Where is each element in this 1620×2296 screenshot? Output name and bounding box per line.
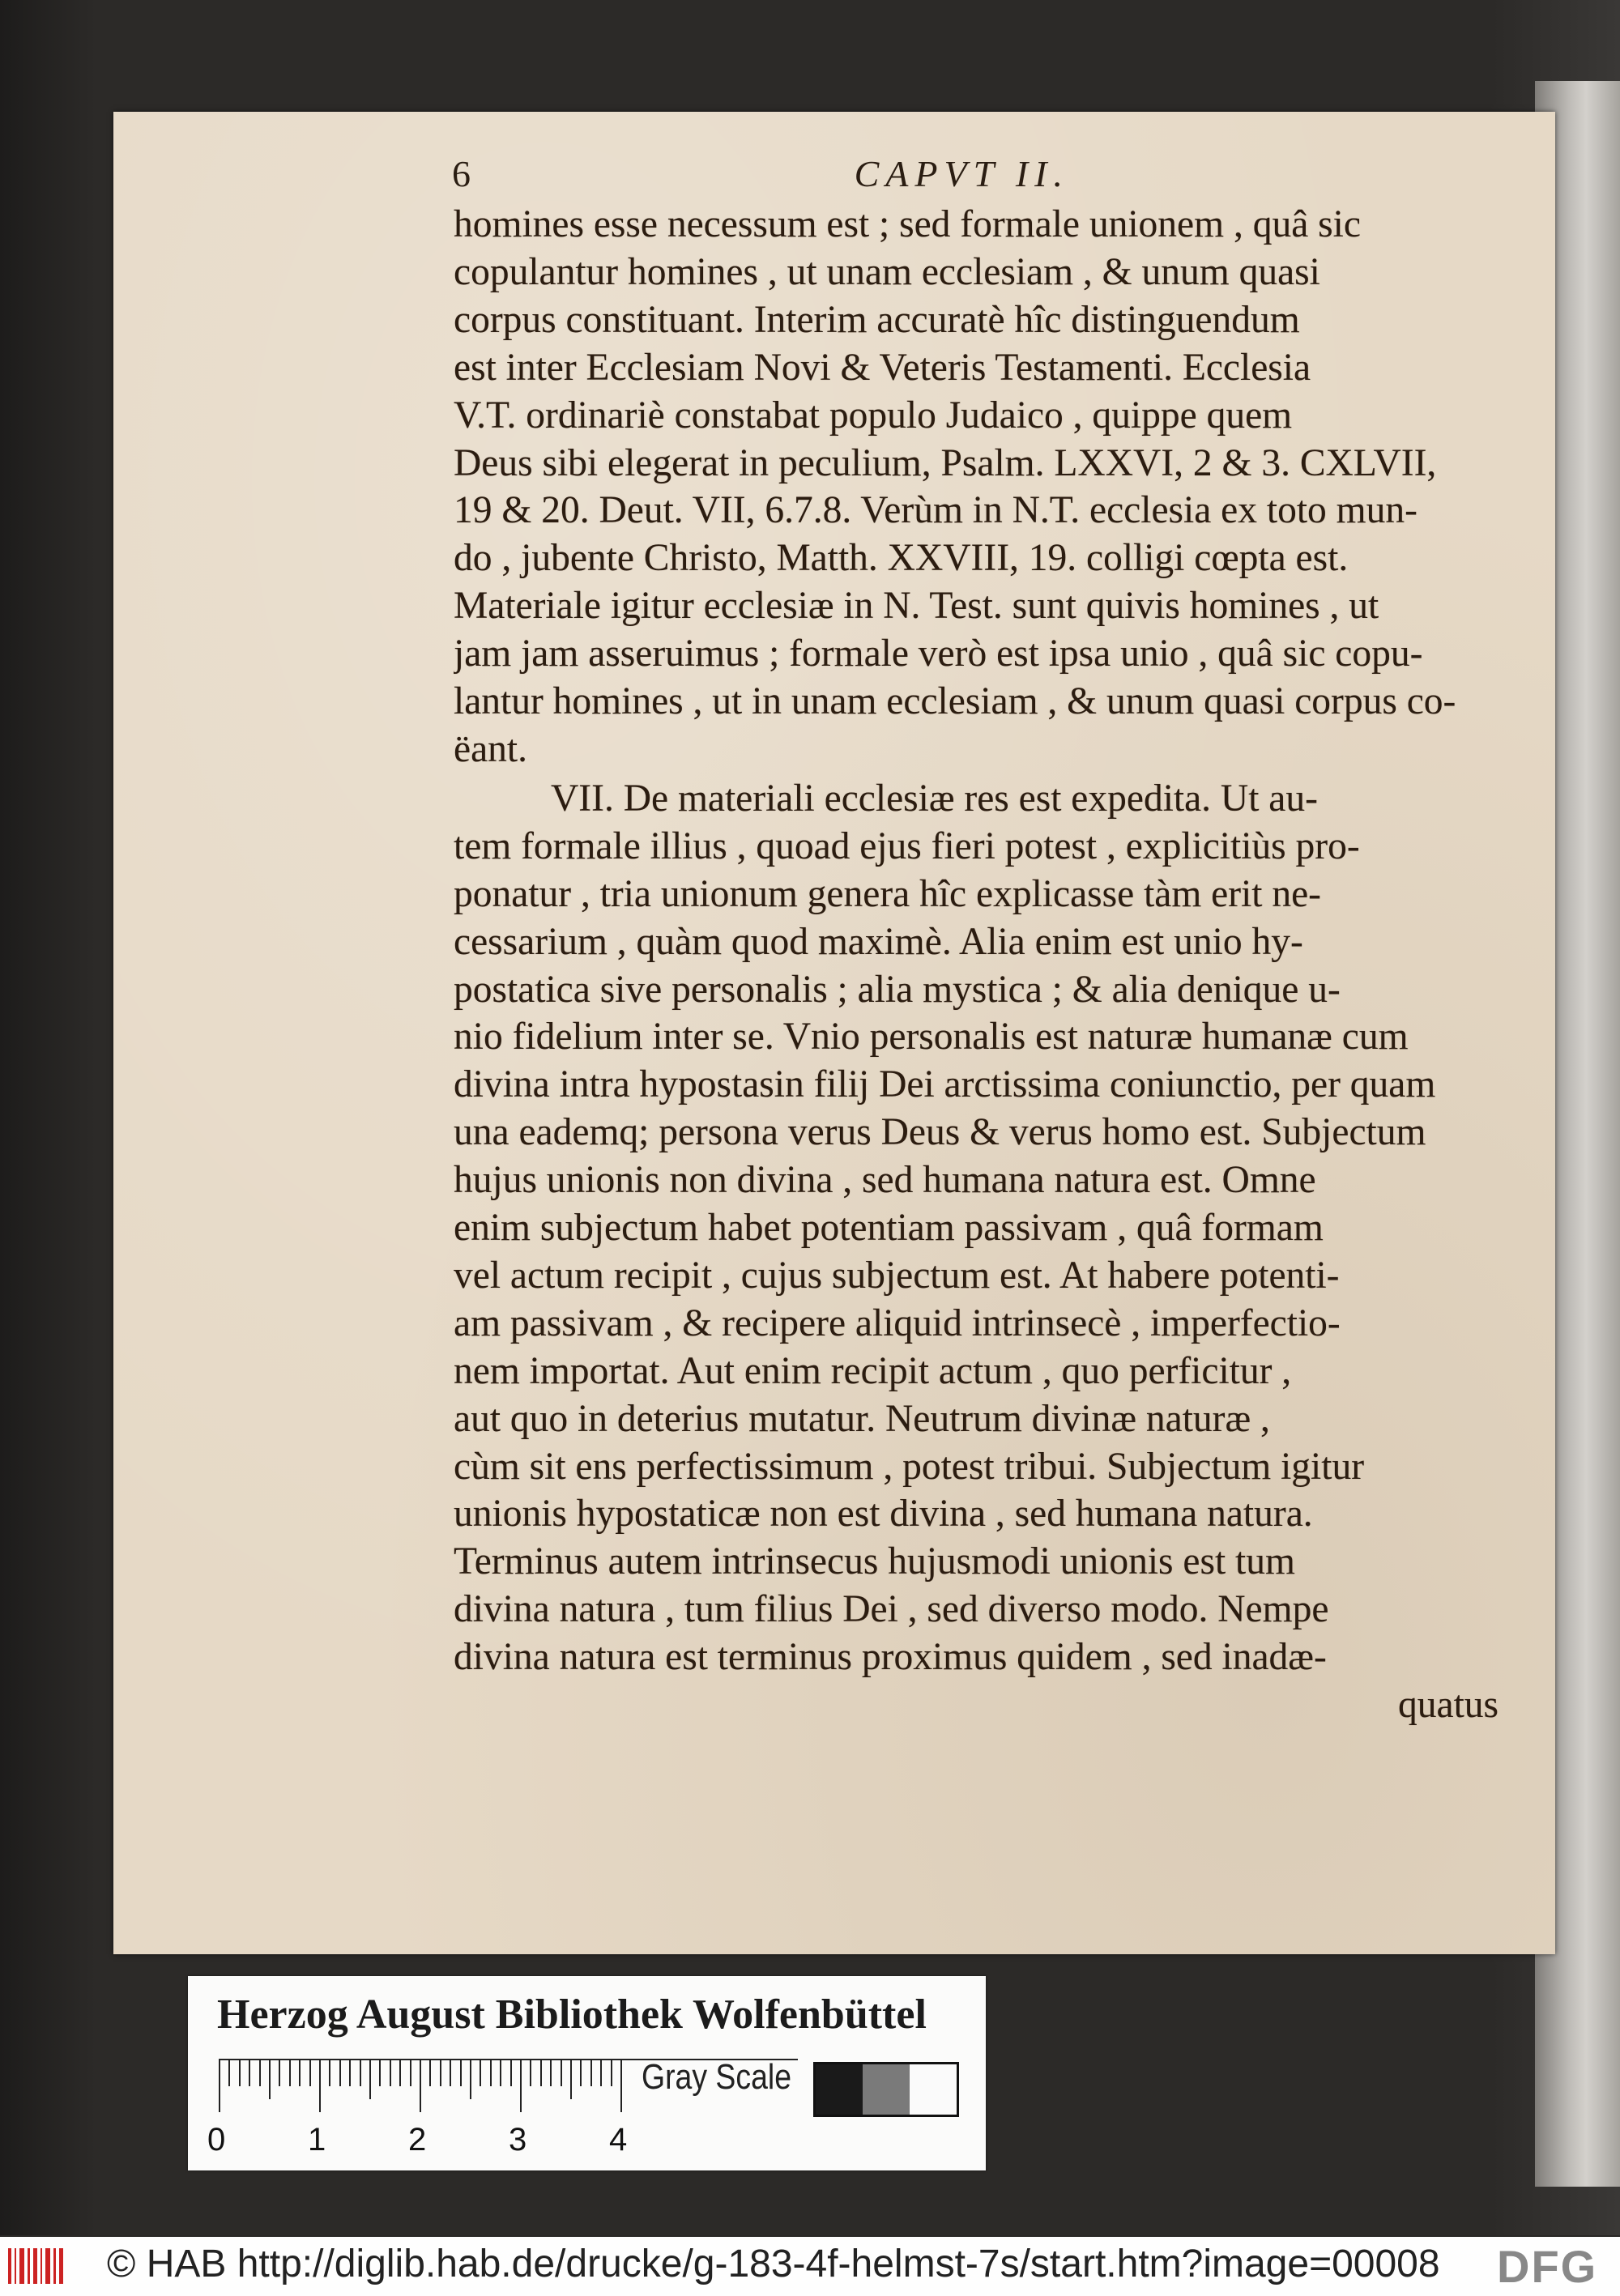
text-line: homines esse necessum est ; sed formale unionem , quâ sic	[454, 203, 1361, 245]
ruler-tick	[379, 2059, 381, 2086]
text-line: ponatur , tria unionum genera hîc explicasse tàm erit ne-	[454, 872, 1321, 915]
ruler-tick	[279, 2059, 280, 2086]
ruler-tick	[580, 2059, 582, 2086]
text-line: Materiale igitur ecclesiæ in N. Test. sunt quivis homines , ut	[454, 585, 1379, 628]
text-line: hujus unionis non divina , sed humana natura est. Omne	[454, 1159, 1316, 1202]
section-start-line: VII. De materiali ecclesiæ res est expedita. Ut au-	[551, 777, 1318, 820]
ruler-tick	[239, 2059, 241, 2086]
text-line: postatica sive personalis ; alia mystica ; & alia denique u-	[454, 968, 1341, 1011]
ruler-tick	[410, 2059, 411, 2086]
ruler-tick	[390, 2059, 391, 2086]
text-line: do , jubente Christo, Matth. XXVIII, 19. colligi cœpta est.	[454, 537, 1349, 580]
ruler-tick	[309, 2059, 311, 2086]
ruler-tick	[269, 2059, 271, 2099]
ruler-tick	[570, 2059, 572, 2099]
ruler-tick	[420, 2059, 421, 2112]
page-text-area	[454, 152, 1498, 1729]
ruler-tick	[228, 2059, 230, 2086]
copyright-url[interactable]: © HAB http://diglib.hab.de/drucke/g-183-4f-helmst-7s/start.htm?image=00008	[107, 2243, 1440, 2285]
text-line: una eademq; persona verus Deus & verus homo est. Subjectum	[454, 1111, 1426, 1154]
paragraph-2	[454, 775, 1498, 1729]
text-line: jam jam asseruimus ; formale verò est ipsa unio , quâ sic copu-	[454, 633, 1423, 675]
text-line: vel actum recipit , cujus subjectum est. At habere potenti-	[454, 1254, 1340, 1297]
ruler-tick	[219, 2059, 220, 2112]
text-line: est inter Ecclesiam Novi & Veteris Testamenti. Ecclesia	[454, 346, 1311, 389]
folio-number: 6	[452, 153, 471, 194]
text-line: divina natura est terminus proximus quidem , sed inadæ-	[454, 1636, 1327, 1679]
ruler-number: 2	[408, 2122, 427, 2158]
ruler-number: 1	[308, 2122, 326, 2158]
ruler-numbers	[207, 2122, 823, 2162]
barcode-icon	[6, 2245, 70, 2287]
text-line: tem formale illius , quoad ejus fieri potest , explicitiùs pro-	[454, 824, 1360, 867]
ruler-tick	[289, 2059, 291, 2086]
gray-scale-label: Gray Scale	[642, 2057, 791, 2097]
ruler-tick	[440, 2059, 441, 2086]
ruler-tick	[620, 2059, 622, 2112]
ruler-tick	[490, 2059, 492, 2086]
ruler-tick	[510, 2059, 512, 2086]
ruler-tick	[259, 2059, 261, 2086]
gray-swatch-mid	[863, 2064, 910, 2115]
ruler-tick	[600, 2059, 602, 2086]
text-line: unionis hypostaticæ non est divina , sed humana natura.	[454, 1493, 1313, 1536]
text-line: nem importat. Aut enim recipit actum , quo perficitur ,	[454, 1349, 1292, 1392]
ruler-tick	[299, 2059, 301, 2086]
library-name: Herzog August Bibliothek Wolfenbüttel	[217, 1991, 927, 2038]
ruler-tick	[561, 2059, 562, 2086]
text-line: Deus sibi elegerat in peculium, Psalm. LXXVI, 2 & 3. CXLVII,	[454, 441, 1437, 484]
ruler-tick	[339, 2059, 341, 2086]
text-line: ëant.	[454, 727, 527, 770]
paragraph-1	[454, 201, 1498, 773]
text-line: V.T. ordinariè constabat populo Judaico , quippe quem	[454, 394, 1293, 437]
text-line: enim subjectum habet potentiam passivam , quâ formam	[454, 1207, 1324, 1250]
catchword: quatus	[1397, 1684, 1498, 1727]
text-line: cùm sit ens perfectissimum , potest tribui. Subjectum igitur	[454, 1445, 1365, 1488]
ruler-tick	[460, 2059, 462, 2086]
text-line: corpus constituant. Interim accuratè hîc distinguendum	[454, 298, 1300, 341]
book-page	[113, 112, 1555, 1954]
chapter-heading: CAPVT II.	[854, 153, 1069, 194]
text-line: lantur homines , ut in unam ecclesiam , & unum quasi corpus co-	[454, 680, 1456, 723]
ruler-tick	[590, 2059, 592, 2086]
dfg-logo: DFG	[1497, 2241, 1598, 2292]
ruler-tick	[550, 2059, 552, 2086]
ruler-tick	[329, 2059, 330, 2086]
text-line: aut quo in deterius mutatur. Neutrum divinæ naturæ ,	[454, 1397, 1270, 1440]
text-line: divina natura , tum filius Dei , sed diverso modo. Nempe	[454, 1588, 1329, 1631]
text-line: cessarium , quàm quod maximè. Alia enim est unio hy-	[454, 920, 1303, 963]
text-line: nio fidelium inter se. Vnio personalis est naturæ humanæ cum	[454, 1016, 1409, 1059]
ruler-tick	[480, 2059, 481, 2086]
ruler-tick	[369, 2059, 371, 2099]
ruler-tick	[429, 2059, 431, 2086]
running-head	[454, 152, 1498, 199]
ruler-tick	[520, 2059, 522, 2112]
ruler-tick	[540, 2059, 542, 2086]
ruler-tick	[399, 2059, 401, 2086]
text-line: 19 & 20. Deut. VII, 6.7.8. Verùm in N.T. ecclesia ex toto mun-	[454, 489, 1418, 532]
ruler-tick	[319, 2059, 321, 2112]
gray-swatch-dark	[816, 2064, 863, 2115]
ruler-tick	[249, 2059, 250, 2086]
ruler-tick	[450, 2059, 451, 2086]
ruler-tick	[360, 2059, 361, 2086]
footer-bar	[0, 2237, 1620, 2296]
text-line: am passivam , & recipere aliquid intrinsecè , imperfectio-	[454, 1301, 1341, 1344]
ruler-number: 0	[207, 2122, 226, 2158]
ruler-tick	[349, 2059, 351, 2086]
ruler-tick	[530, 2059, 531, 2086]
calibration-card	[188, 1976, 986, 2170]
gray-scale-swatch	[813, 2062, 959, 2117]
text-line: copulantur homines , ut unam ecclesiam , & unum quasi	[454, 250, 1320, 293]
ruler-number: 3	[509, 2122, 527, 2158]
ruler-tick	[611, 2059, 612, 2086]
gray-swatch-light	[910, 2064, 957, 2115]
ruler-number: 4	[609, 2122, 628, 2158]
ruler-tick	[500, 2059, 501, 2086]
text-line: Terminus autem intrinsecus hujusmodi unionis est tum	[454, 1540, 1295, 1583]
text-line: divina intra hypostasin filij Dei arctissima coniunctio, per quam	[454, 1063, 1436, 1106]
ruler-tick	[470, 2059, 471, 2099]
